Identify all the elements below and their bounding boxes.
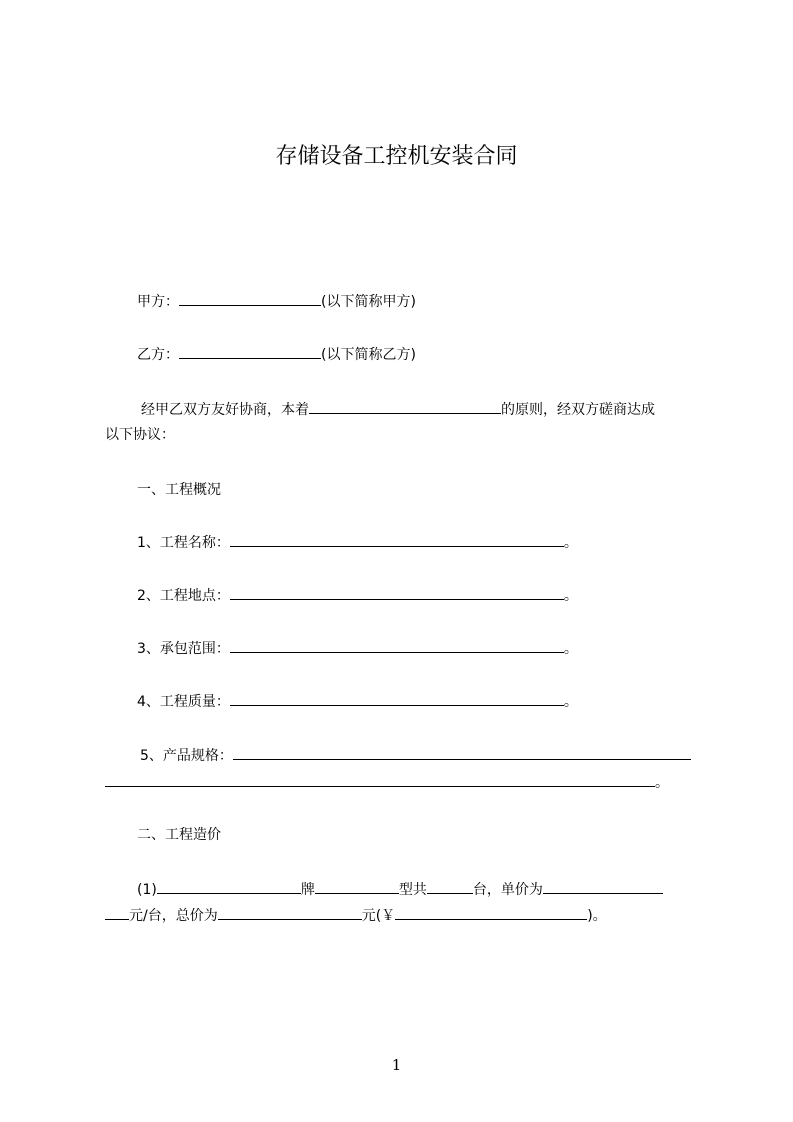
- yuan-amount-blank: [395, 905, 587, 920]
- section-1-heading: 一、工程概况: [137, 482, 221, 498]
- item-project-name: [137, 532, 578, 553]
- intro-suffix: 的原则，经双方磋商达成: [501, 402, 655, 418]
- party-a-blank: [179, 291, 321, 306]
- item-blank: [230, 638, 564, 653]
- units-blank: [427, 879, 473, 894]
- item-label: 4、工程质量：: [137, 694, 230, 710]
- principle-blank: [309, 399, 501, 414]
- yuan-open: 元(￥: [361, 908, 396, 924]
- model-label: 型共: [398, 882, 427, 898]
- party-b-label: 乙方：: [137, 347, 179, 363]
- price-item-number: (1): [137, 882, 157, 898]
- brand-blank: [157, 879, 301, 894]
- unit-price-blank-2: [105, 905, 129, 920]
- intro-line-2: 以下协议：: [105, 427, 175, 443]
- item-end: 。: [563, 535, 578, 551]
- party-b-line: [137, 344, 416, 365]
- item-label: 3、承包范围：: [137, 641, 230, 657]
- item-label: 1、工程名称：: [137, 535, 230, 551]
- party-b-suffix: (以下简称乙方): [321, 347, 416, 363]
- units-label: 台，单价为: [472, 882, 543, 898]
- item-product-spec: [140, 745, 691, 766]
- item-label: 2、工程地点：: [137, 588, 230, 604]
- item-blank: [230, 691, 564, 706]
- party-b-blank: [179, 344, 321, 359]
- price-line-1: [137, 879, 663, 900]
- item-end: 。: [655, 775, 669, 791]
- party-a-label: 甲方：: [137, 294, 179, 310]
- item-end: 。: [563, 641, 578, 657]
- intro-prefix: 经甲乙双方友好协商，本着: [141, 402, 309, 418]
- spec-blank-2: [105, 772, 655, 787]
- item-project-location: [137, 585, 578, 606]
- item-label: 5、产品规格：: [140, 748, 233, 764]
- item-end: 。: [563, 694, 578, 710]
- page-number: 1: [391, 1056, 402, 1074]
- party-a-line: [137, 291, 416, 312]
- item-end: 。: [563, 588, 578, 604]
- total-price-blank: [218, 905, 362, 920]
- brand-label: 牌: [300, 882, 315, 898]
- yuan-close: )。: [587, 908, 607, 924]
- item-product-spec-cont: [105, 772, 669, 793]
- party-a-suffix: (以下简称甲方): [321, 294, 416, 310]
- item-blank: [230, 585, 564, 600]
- section-2-heading: 二、工程造价: [137, 827, 221, 843]
- intro-line-1: [141, 399, 655, 420]
- price-line-2: [105, 905, 607, 926]
- item-project-quality: [137, 691, 578, 712]
- item-blank: [230, 532, 564, 547]
- spec-blank-1: [233, 745, 691, 760]
- unit-price-blank-1: [543, 879, 663, 894]
- contract-title: 存储设备工控机安装合同: [275, 144, 518, 169]
- per-unit-label: 元/台，总价为: [129, 908, 218, 924]
- item-contract-scope: [137, 638, 578, 659]
- model-blank: [315, 879, 399, 894]
